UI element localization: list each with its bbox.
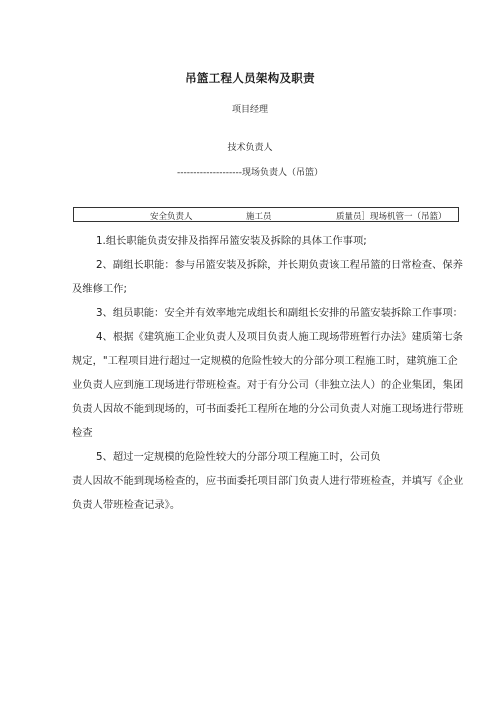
org-chart-site-lead: --------------------现场负责人（吊篮）	[177, 168, 323, 178]
duty-paragraph-5: 5、超过一定规模的危险性较大的分部分项工程施工时，公司负	[96, 451, 381, 463]
role-safety-lead: 安全负责人	[150, 212, 193, 222]
duties-body	[72, 229, 464, 517]
org-chart-technical-lead: 技术负责人	[227, 143, 273, 153]
roles-box	[73, 207, 459, 222]
duty-paragraph-5-continued: 责人因故不能到现场检查的，应书面委托项目部门负责人进行带班检查，并填写《企业负责人带班检查记录》。	[72, 475, 464, 511]
duty-paragraph-2: 2、副组长职能：参与吊篮安装及拆除，并长期负责该工程吊篮的日常检查、保养及维修工作;	[72, 259, 463, 295]
page-title: 吊篮工程人员架构及职责	[185, 71, 315, 85]
duty-paragraph-4: 4、根据《建筑施工企业负责人及项目负责人施工现场带班暂行办法》建质第七条规定，"工程项目进行超过一定规模的危险性较大的分部分项工程施工时，建筑施工企业负责人应到施工现场进行带班检查。对于有分公司（非独立法人）的企业集团，集团负责人因故不能到现场的，可书面委托工程所在地的分公司负责人对施工现场进行带班检查	[72, 331, 464, 439]
role-constructor: 施工员	[246, 212, 272, 222]
duty-paragraph-3: 3、组员职能：安全并有效率地完成组长和副组长安排的吊篮安装拆除工作事项：	[96, 307, 463, 319]
org-chart-project-manager: 项目经理	[231, 105, 268, 115]
duty-paragraph-1: 1.组长职能负责安排及指挥吊篮安装及拆除的具体工作事项;	[96, 235, 367, 247]
role-quality-machinery: 质量员］现场机管一（吊篮）	[336, 212, 447, 222]
